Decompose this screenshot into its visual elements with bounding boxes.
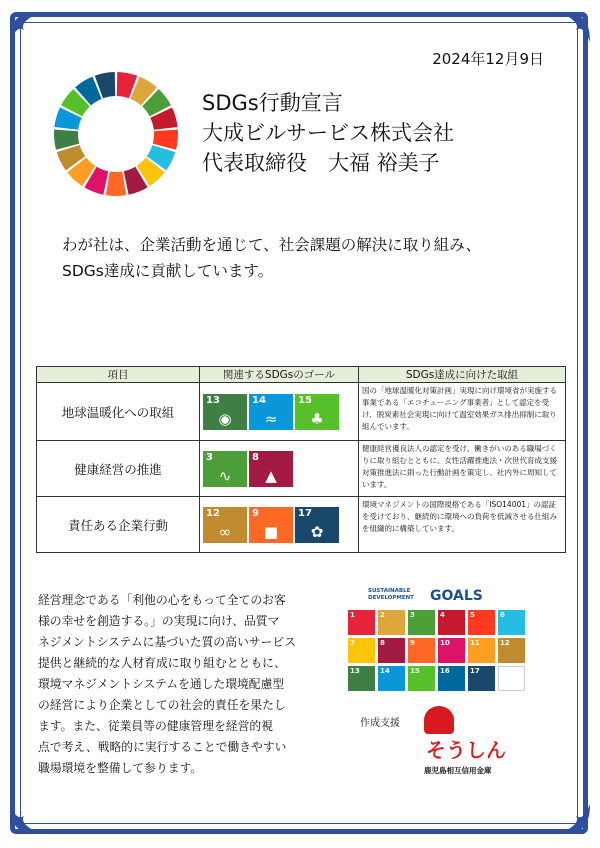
goal-tile: 12 bbox=[498, 638, 525, 663]
declaration-title: SDGs行動宣言 bbox=[202, 91, 343, 115]
company-name: 大成ビルサービス株式会社 bbox=[202, 121, 454, 145]
goal-tile: 4 bbox=[438, 610, 465, 635]
statement-line: ネジメントシステムに基づいた質の高いサービス bbox=[38, 635, 296, 649]
statement-line: ます。また、従業員等の健康管理を経営的視 bbox=[38, 719, 273, 733]
flower-icon: 17 ✿ bbox=[295, 507, 339, 543]
goal-tile: 6 bbox=[498, 610, 525, 635]
row-description: 健康経営優良法人の認定を受け、働きがいのある職場づくりに取り組むとともに、女性活躍推進法・次世代育成支援対策推進法に則った行動計画を策定し、社内外に周知しています。 bbox=[359, 441, 566, 497]
goal-tile: 10 bbox=[438, 638, 465, 663]
goal-tile: 15 bbox=[408, 666, 435, 691]
representative: 代表取締役 大福 裕美子 bbox=[202, 151, 440, 175]
sponsor-name: 鹿児島相互信用金庫 bbox=[424, 766, 492, 775]
goal-tile: 13 bbox=[348, 666, 375, 691]
date: 2024年12月9日 bbox=[432, 50, 544, 68]
sponsor-logo bbox=[424, 706, 528, 776]
sdg-table bbox=[36, 366, 566, 553]
tree-icon: 15 ♣ bbox=[295, 394, 339, 430]
statement-line: 職場環境を整備して参ります。 bbox=[38, 761, 203, 775]
statement-line: 提供と継続的な人材育成に取り組むとともに、 bbox=[38, 656, 286, 670]
goal-tile: 1 bbox=[348, 610, 375, 635]
goal-tile: 17 bbox=[468, 666, 495, 691]
statement-line: 環境マネジメントシステムを通した環境配慮型 bbox=[38, 677, 285, 691]
header bbox=[202, 88, 454, 178]
table-row bbox=[37, 497, 566, 553]
goal-tile: 16 bbox=[438, 666, 465, 691]
table-row bbox=[37, 441, 566, 497]
statement-line: 経営理念である「利他の心をもって全てのお客 bbox=[38, 593, 286, 607]
declaration-line: SDGs達成に貢献しています。 bbox=[62, 262, 274, 280]
row-description: 環境マネジメントの国際規格である「ISO14001」の認証を受けており、継続的に環境への負荷を低減させる仕組みを組織的に構築しています。 bbox=[359, 497, 566, 553]
row-description: 国の「地球温暖化対策計画」実現に向け環境省が実施する事業である「エコチューニング事業者」として認定を受け、脱炭素社会実現に向けて温室効果ガス排出抑制に取り組んでいます。 bbox=[359, 383, 566, 441]
wheel-segment bbox=[106, 171, 126, 196]
soushin-mark-icon bbox=[424, 706, 454, 734]
row-item: 責任ある企業行動 bbox=[37, 497, 200, 553]
corner-ornament-icon bbox=[558, 10, 592, 44]
goal-icons bbox=[200, 497, 359, 553]
column-header: 項目 bbox=[37, 367, 200, 383]
infinity-icon: 12 ∞ bbox=[203, 507, 247, 543]
sdgs-wheel-icon bbox=[52, 70, 180, 198]
support-label: 作成支援 bbox=[360, 718, 400, 729]
goal-tile: 14 bbox=[378, 666, 405, 691]
corner-ornament-icon bbox=[8, 10, 42, 44]
goal-tile: 8 bbox=[378, 638, 405, 663]
declaration-line: わが社は、企業活動を通じて、社会課題の解決に取り組み、 bbox=[62, 236, 482, 254]
fish-icon: 14 ≈ bbox=[249, 394, 293, 430]
goal-tile: 3 bbox=[408, 610, 435, 635]
statement-line: の経営により企業としての社会的責任を果たし bbox=[38, 698, 286, 712]
management-statement bbox=[38, 590, 318, 779]
sponsor-brand: そうしん bbox=[426, 738, 506, 762]
goal-icons bbox=[200, 383, 359, 441]
goal-tile: 7 bbox=[348, 638, 375, 663]
statement-line: 様の幸せを創造する。」の実現に向け、品質マ bbox=[38, 614, 280, 628]
eye-icon: 13 ◉ bbox=[203, 394, 247, 430]
growth-chart-icon: 8 ▲ bbox=[249, 451, 293, 487]
goal-tile: 2 bbox=[378, 610, 405, 635]
goal-tile: 5 bbox=[468, 610, 495, 635]
declaration-statement bbox=[62, 232, 481, 284]
corner-ornament-icon bbox=[558, 802, 592, 836]
table-row bbox=[37, 383, 566, 441]
statement-line: 点で考え、戦略的に実行することで働きやすい bbox=[38, 740, 287, 754]
goal-icons bbox=[200, 441, 359, 497]
corner-ornament-icon bbox=[8, 802, 42, 836]
cubes-icon: 9 ■ bbox=[249, 507, 293, 543]
goal-tile: 9 bbox=[408, 638, 435, 663]
goal-tile: 11 bbox=[468, 638, 495, 663]
column-header: 関連するSDGsのゴール bbox=[200, 367, 359, 383]
sdgs-goals-logo: SUSTAINABLE DEVELOPMENT GOALS bbox=[368, 588, 483, 604]
column-header: SDGs達成に向けた取組 bbox=[359, 367, 566, 383]
goal-tile bbox=[498, 666, 525, 691]
heartbeat-icon: 3 ∿ bbox=[203, 451, 247, 487]
row-item: 健康経営の推進 bbox=[37, 441, 200, 497]
sdgs-goal-grid bbox=[348, 610, 528, 691]
row-item: 地球温暖化への取組 bbox=[37, 383, 200, 441]
